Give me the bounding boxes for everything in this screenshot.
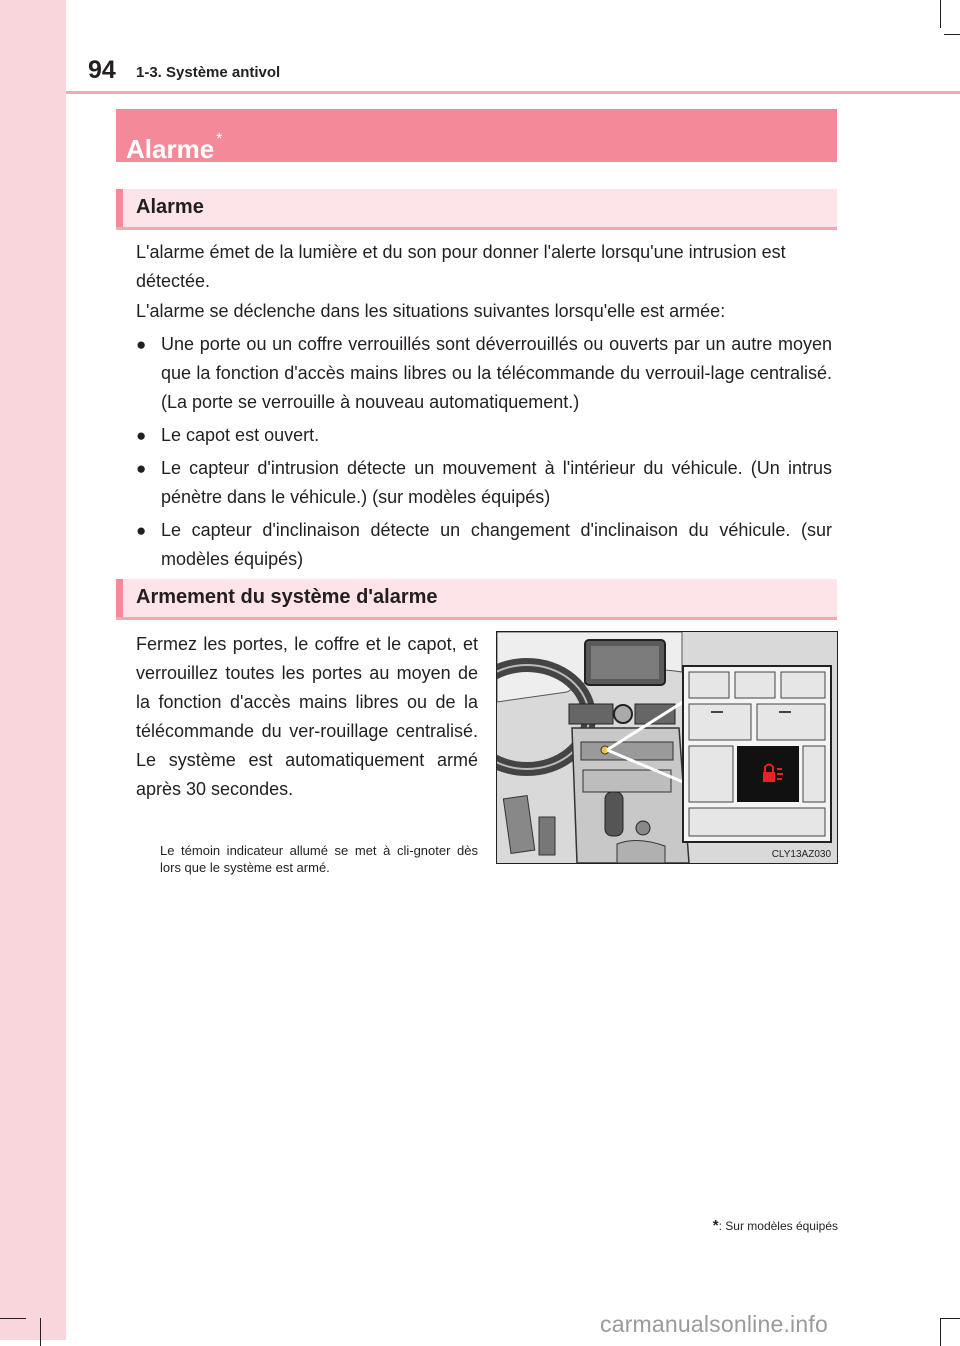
list-item-text: Le capteur d'inclinaison détecte un changement d'inclinaison du véhicule. (sur modèles équipés) [161,520,832,569]
list-item [136,454,832,512]
crop-mark [944,34,960,35]
alarme-intro-1: L'alarme émet de la lumière et du son pour donner l'alerte lorsqu'une intrusion est détectée. [136,242,786,291]
bullet-icon: ● [136,426,147,445]
crop-mark [0,1318,26,1319]
chapter-title: 1-3. Système antivol [136,64,281,81]
subheading-alarme [116,189,837,230]
equipped-marker: * [216,131,223,148]
armement-body: Fermez les portes, le coffre et le capot, et verrouillez toutes les portes au moyen de la fonction d'accès mains libres ou de la télécommande du ver-rouillage centralisé. Le système est automatiquement armé après 30 secondes. [136,634,478,799]
list-item-text: Le capteur d'intrusion détecte un mouvement à l'intérieur du véhicule. (Un intrus pénètre dans le véhicule.) (sur modèles équipés) [161,458,832,507]
subheading-armement-label: Armement du système d'alarme [136,586,438,608]
watermark: carmanualsonline.info [600,1311,828,1337]
list-item [136,330,832,417]
page-number: 94 [88,56,116,84]
bullet-icon: ● [136,459,147,478]
footnote-text: : Sur modèles équipés [718,1219,838,1233]
crop-mark [940,0,941,28]
figure-code: CLY13AZ030 [771,849,831,860]
bullet-icon: ● [136,335,147,354]
subheading-armement [116,579,837,620]
header-rule [66,91,960,94]
section-title: Alarme [126,134,215,164]
list-item-text: Le capot est ouvert. [161,425,320,445]
crop-mark [940,1318,960,1319]
alarme-body [136,238,832,574]
list-item-text: Une porte ou un coffre verrouillés sont déverrouillés ou ouverts par un autre moyen que la fonction d'accès mains libres ou la télécommande du verrouil-lage centralisé. (La porte se verrouille à nouveau automatiquement.) [161,334,832,412]
footnote-asterisk-icon: * [712,1217,719,1234]
indicator-note: Le témoin indicateur allumé se met à cli-gnoter dès lors que le système est armé. [160,843,478,875]
list-item [136,421,832,450]
section-title-banner [116,109,837,162]
dashboard-drawing [497,632,837,863]
crop-mark [940,1318,941,1346]
subheading-alarme-label: Alarme [136,196,204,218]
list-item [136,516,832,574]
dashboard-illustration [496,631,838,864]
footnote [713,1217,838,1234]
bullet-icon: ● [136,521,147,540]
page-header [88,52,878,88]
side-margin-band [0,0,66,1340]
alarme-intro-2: L'alarme se déclenche dans les situations suivantes lorsqu'elle est armée: [136,301,726,321]
crop-mark [40,1318,41,1346]
